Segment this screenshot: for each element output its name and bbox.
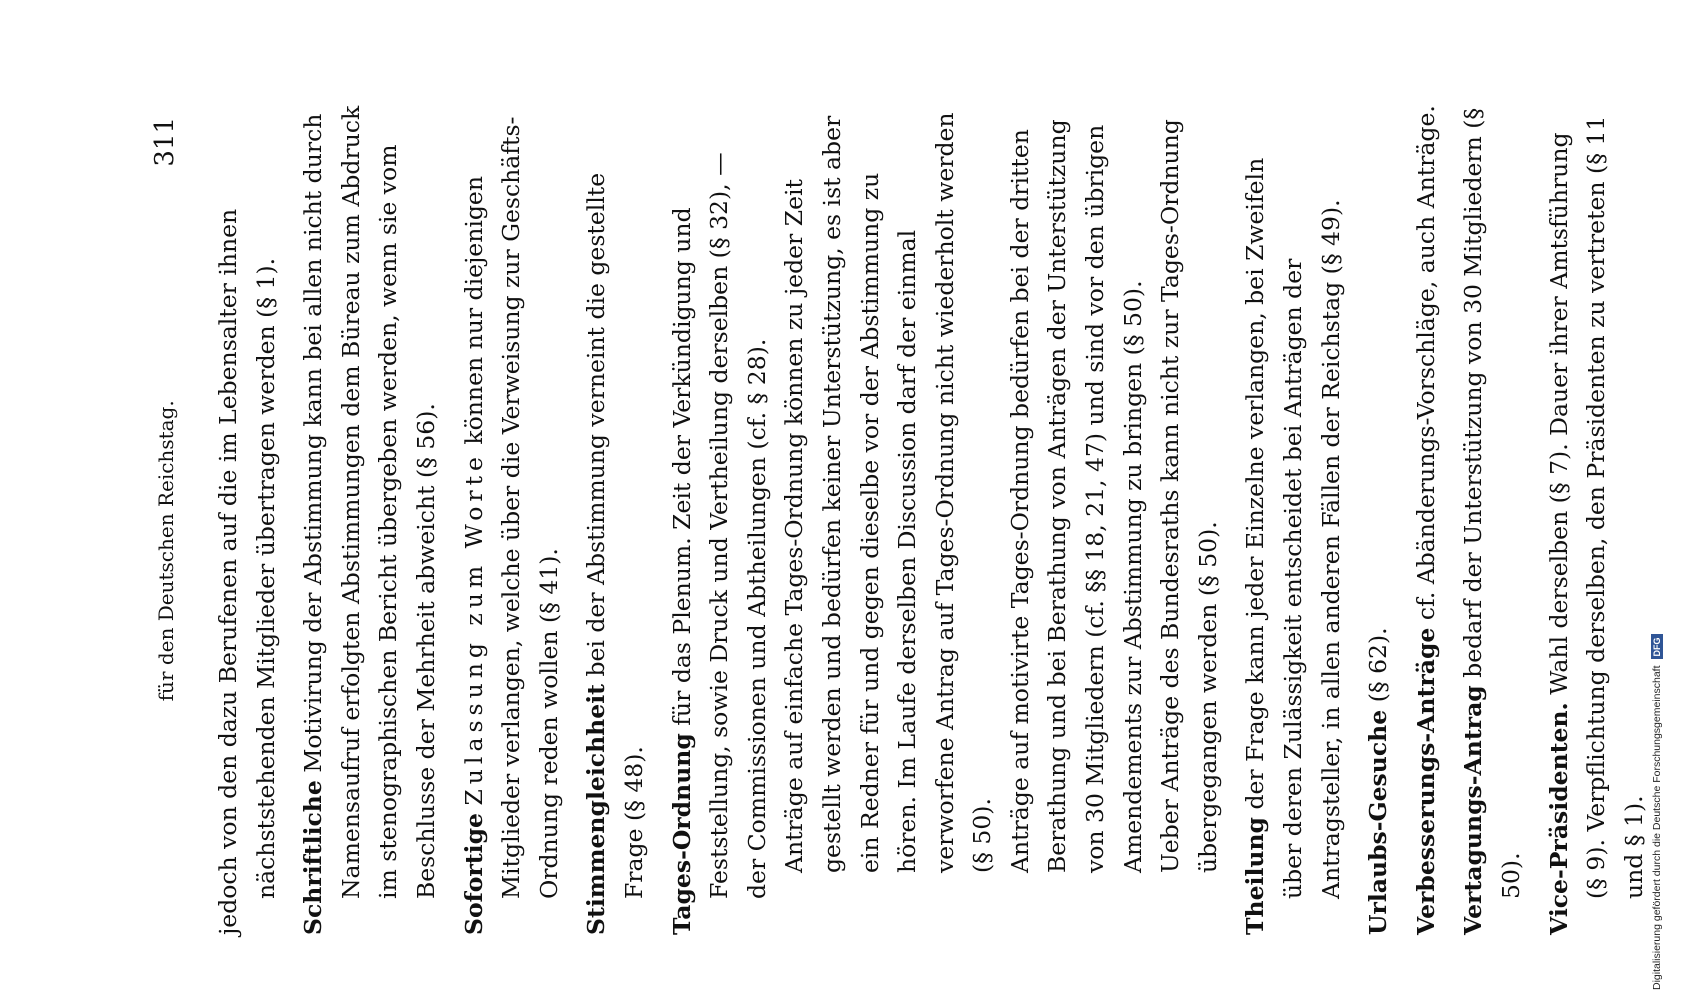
entry-keyword: Urlaubs-Gesuche [1364, 709, 1393, 935]
entry-text: bei der Abstimmung verneint die gestellte Frage (§ 48). [582, 172, 648, 899]
index-entry [1455, 105, 1530, 935]
entry-paragraph: Ueber Anträge des Bundesraths kann nicht zur Tages-Ordnung übergegangen werden (§ 50). [1156, 119, 1222, 873]
entry-text: für das Plenum. Zeit der Verkündigung und Feststellung, sowie Druck und Vertheilung derselben (§ 32), — der Commissionen und Abtheilungen (cf. § 28). [667, 152, 771, 899]
index-entry [1408, 105, 1446, 935]
entry-keyword: Sofortige [459, 813, 488, 935]
entry-text: (§ 62). [1364, 627, 1393, 710]
entry-keyword: Stimmengleichheit [582, 684, 611, 935]
index-entry [664, 105, 1228, 935]
entry-text: der Frage kann jeder Einzelne verlangen, bei Zweifeln über deren Zulässigkeit entscheidet bei Anträgen der Antragsteller, in allen anderen Fällen der Reichstag (§ 49). [1241, 157, 1345, 899]
entry-paragraph: Anträge auf motivirte Tages-Ordnung bedürfen bei der dritten Berathung und bei Berathung von Anträgen der Unterstützung von 30 Mitgliedern (cf. §§ 18, 21, 47) und sind vor den übrigen Amendements zur Abstimmung zu bringen (§ 50). [1005, 119, 1147, 873]
index-entry [1237, 105, 1350, 935]
page [150, 105, 1648, 935]
entry-keyword: Theilung [1241, 817, 1270, 935]
index-entry [578, 105, 653, 935]
credit-text: Digitalisierung gefördert durch die Deutsche Forschungsgemeinschaft [1651, 665, 1663, 990]
entry-keyword: Verbesserungs-Anträge [1411, 627, 1440, 935]
entry-keyword: Schriftliche [299, 780, 328, 935]
dfg-logo: DFG [1651, 634, 1663, 659]
index-entry [210, 105, 285, 935]
page-header [150, 105, 210, 935]
entry-text: können nur diejenigen Mitglieder verlangen, welche über die Verweisung zur Geschäfts-Ordnung reden wollen (§ 41). [459, 116, 563, 899]
index-entry [295, 105, 445, 935]
entry-text: jedoch von den dazu Berufenen auf die im Lebensalter ihnen nächststehenden Mitglieder übertragen werden (§ 1). [214, 208, 280, 935]
running-title: für den Deutschen Reichstag. [154, 400, 178, 702]
index-entry [1541, 105, 1654, 935]
entry-spaced-term: Zulassung zum Worte [459, 452, 488, 806]
entry-text: cf. Abänderungs-Vorschläge, auch Anträge. [1411, 105, 1440, 628]
entry-text: Wahl derselben (§ 7). Dauer ihrer Amtsführung (§ 9). Verpflichtung derselben, den Präsidenten zu vertreten (§ 11 und § 1). [1544, 115, 1648, 899]
digitization-credit [1642, 10, 1672, 990]
entry-keyword: Vertagungs-Antrag [1459, 685, 1488, 935]
entry-keyword: Tages-Ordnung [667, 733, 696, 935]
entry-keyword: Vice-Präsidenten. [1544, 702, 1573, 935]
entry-paragraph: Anträge auf einfache Tages-Ordnung können zu jeder Zeit gestellt werden und bedürfen keiner Unterstützung, es ist aber ein Redner für und gegen dieselbe vor der Abstimmung zu hören. Im Laufe derselben Discussion darf der einmal verworfene Antrag auf Tages-Ordnung nicht wiederholt werden (§ 50). [780, 112, 997, 873]
index-entry [456, 105, 569, 935]
entry-text: Motivirung der Abstimmung kann bei allen nicht durch Namensaufruf erfolgten Abstimmungen dem Büreau zum Abdruck im stenographischen Bericht übergeben werden, wenn sie vom Beschlusse der Mehrheit abweicht (§ 56). [299, 105, 440, 899]
index-entry [1360, 105, 1398, 935]
page-number: 311 [150, 117, 180, 167]
entry-text: bedarf der Unterstützung von 30 Mitgliedern (§ 50). [1459, 107, 1525, 899]
page-body [210, 105, 1653, 935]
